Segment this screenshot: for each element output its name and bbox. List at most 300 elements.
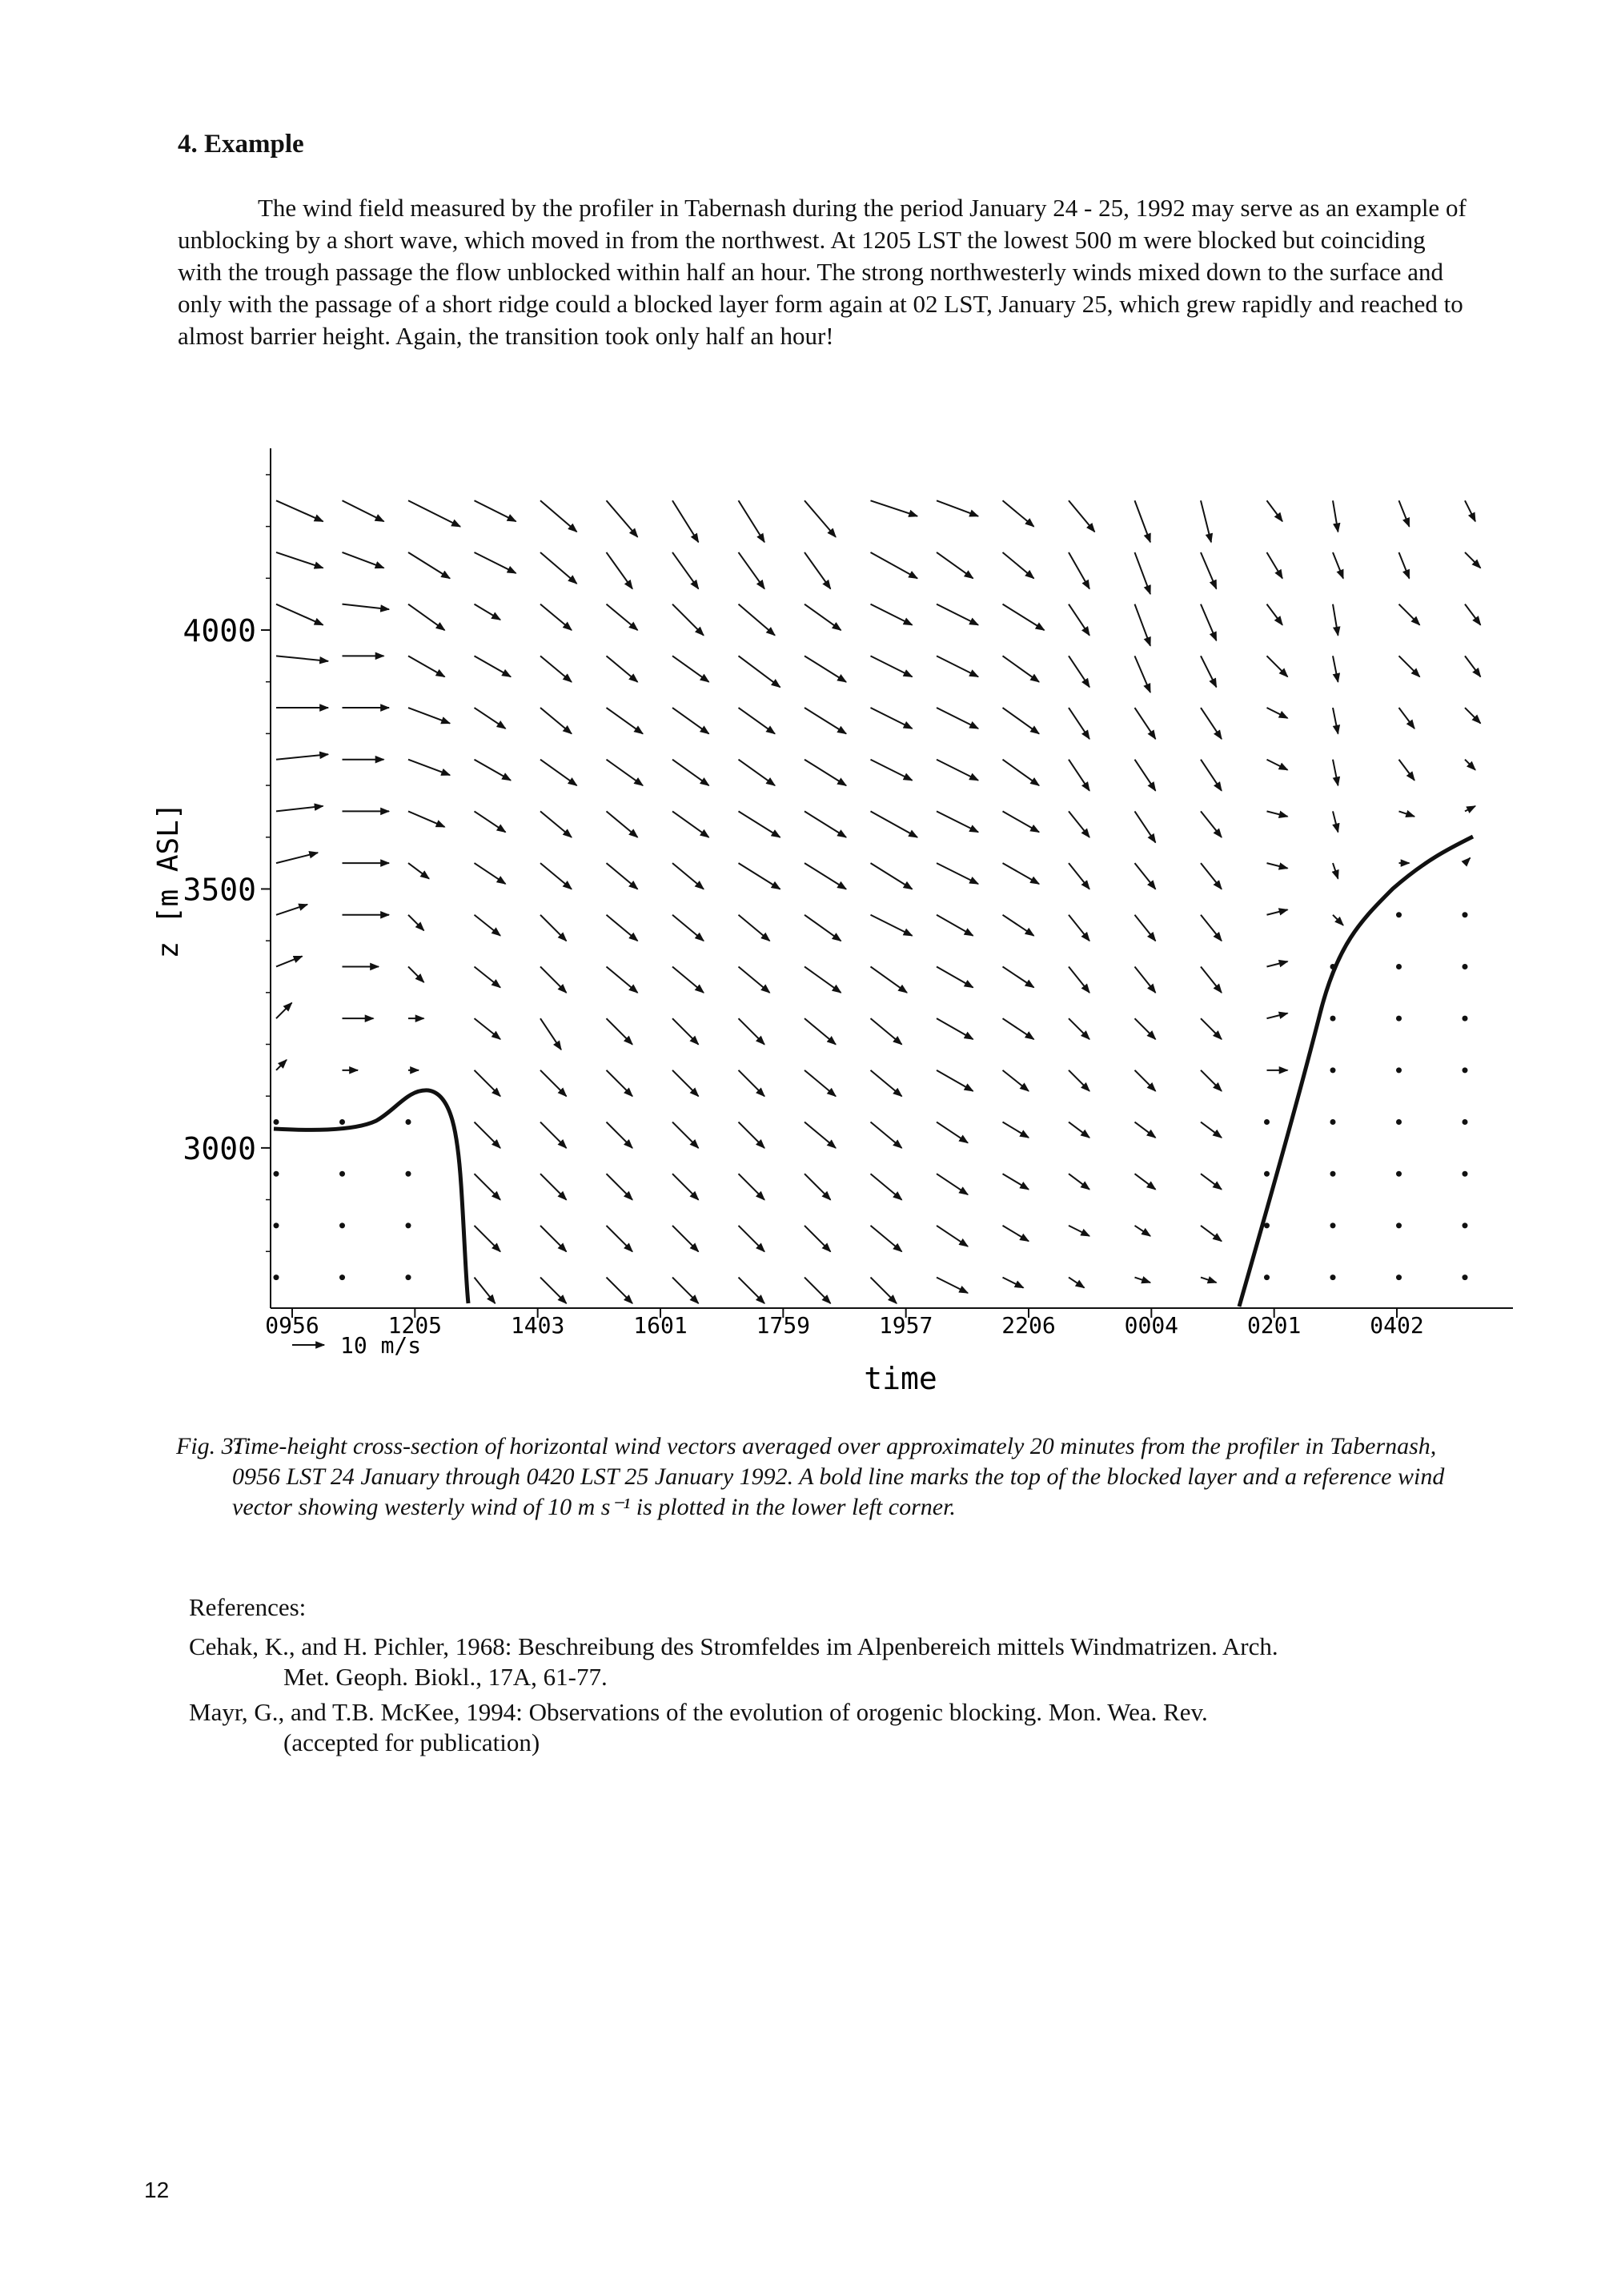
wind-vector (1069, 1174, 1089, 1190)
wind-vector (1465, 760, 1475, 770)
blocked-layer-top-line-early (274, 1090, 468, 1303)
wind-vector (672, 1174, 699, 1200)
wind-vector (739, 863, 780, 889)
wind-vector (1069, 760, 1089, 791)
wind-vector (739, 708, 776, 734)
wind-vector (408, 760, 450, 776)
wind-vector (1201, 760, 1222, 791)
wind-vector (607, 915, 638, 941)
x-axis-label: time (864, 1361, 937, 1396)
wind-vector (408, 966, 424, 982)
figure-label: Fig. 3: (176, 1433, 242, 1459)
wind-vector (607, 604, 638, 631)
wind-vector (1399, 552, 1410, 579)
wind-vector (1069, 1278, 1085, 1288)
calm-wind-marker (339, 1222, 345, 1228)
wind-vector (1399, 604, 1420, 625)
calm-wind-marker (339, 1274, 345, 1280)
wind-vector (805, 1122, 836, 1149)
wind-vector (871, 863, 913, 889)
calm-wind-marker (1396, 1016, 1402, 1022)
wind-vector (805, 863, 846, 889)
calm-wind-marker (339, 1119, 345, 1125)
x-tick-label: 1205 (387, 1312, 443, 1339)
wind-vector (540, 1018, 561, 1050)
calm-wind-marker (1396, 1171, 1402, 1177)
wind-vector (1135, 966, 1156, 993)
calm-wind-marker (406, 1119, 411, 1125)
wind-vector (672, 915, 704, 941)
wind-vector (540, 1174, 567, 1200)
wind-vector (672, 708, 709, 734)
wind-vector (1135, 708, 1156, 739)
wind-vector (475, 915, 501, 936)
wind-vector (343, 552, 384, 568)
y-tick-marks (183, 475, 271, 1251)
wind-vector (1003, 915, 1034, 936)
calm-wind-marker (406, 1171, 411, 1177)
wind-vector (607, 500, 638, 537)
wind-vector (1333, 915, 1343, 925)
wind-vector (1267, 909, 1288, 915)
wind-vector (1069, 966, 1089, 993)
figure-caption: Time-height cross-section of horizontal wind vectors averaged over approximately 20 minutes from the profiler in Tabernash, 0956 LST 24 January through 0420 LST 25 January 1992. A bold line marks the top of the blocked layer and a reference wind vector showing westerly wind of 10 m s⁻¹ is plotted in the lower left corner. (232, 1433, 1445, 1520)
calm-wind-marker (1396, 964, 1402, 969)
wind-vector (805, 966, 841, 993)
wind-vector (540, 1070, 567, 1097)
wind-vector (276, 500, 323, 521)
wind-vector (1267, 863, 1288, 869)
wind-vector (672, 966, 704, 993)
wind-vector (1135, 552, 1151, 594)
wind-vector (805, 1226, 831, 1252)
wind-vector (1333, 552, 1343, 579)
wind-vector (1069, 863, 1089, 889)
wind-vector (1135, 1226, 1151, 1236)
body-paragraph: The wind field measured by the profiler in Tabernash during the period January 24 - 25, 1992 may serve as an example of unblocking by a short wave, which moved in from the northwest. At 1205 LST the lowest 500 m were blocked but coinciding with the trough passage the flow unblocked within half an hour. The strong northwesterly winds mixed down to the surface and only with the passage of a short ridge could a blocked layer form again at 02 LST, January 25, which grew rapidly and reached to almost barrier height. Again, the transition took only half an hour! (178, 194, 1467, 350)
wind-vector (1333, 760, 1338, 786)
wind-vector (937, 1174, 968, 1194)
wind-vector (1003, 760, 1040, 786)
wind-vector (937, 1122, 968, 1143)
wind-vector (1201, 1174, 1222, 1190)
wind-vector (475, 1018, 501, 1039)
wind-vector (408, 604, 445, 631)
calm-wind-marker (406, 1274, 411, 1280)
calm-wind-marker (274, 1171, 279, 1177)
wind-vector (1399, 760, 1415, 781)
wind-vector (739, 1018, 765, 1045)
reference-item-2 (189, 1697, 1470, 1758)
wind-vector (1135, 915, 1156, 941)
wind-vector (607, 1278, 633, 1304)
reference-line: Cehak, K., and H. Pichler, 1968: Beschreibung des Stromfeldes im Alpenbereich mittels Windmatrizen. Arch. (189, 1632, 1278, 1660)
wind-vector (1465, 552, 1481, 568)
wind-vector (475, 1226, 501, 1252)
wind-vector (672, 1018, 699, 1045)
wind-vector (805, 1174, 831, 1200)
wind-vector (1003, 500, 1034, 527)
wind-vector (739, 1278, 765, 1304)
wind-vector (1465, 656, 1481, 676)
wind-vector (937, 604, 978, 625)
wind-vector (1069, 708, 1089, 739)
wind-vector (937, 552, 973, 579)
wind-vector (1267, 656, 1288, 676)
wind-vector (805, 656, 846, 682)
wind-vector (1069, 552, 1089, 589)
calm-wind-marker (1463, 1171, 1468, 1177)
wind-vector (1003, 1278, 1024, 1288)
wind-vector (343, 500, 384, 521)
wind-vector (1201, 1070, 1222, 1091)
wind-vector (1201, 604, 1217, 641)
wind-vector (1267, 961, 1288, 967)
wind-vector (475, 760, 512, 781)
wind-vector (540, 708, 572, 734)
wind-vector (1003, 1174, 1029, 1190)
x-tick-label: 1957 (878, 1312, 933, 1339)
wind-vector (672, 760, 709, 786)
wind-vector (805, 1070, 836, 1097)
calm-wind-marker (1330, 1274, 1336, 1280)
wind-vector (672, 1070, 699, 1097)
wind-vector (871, 915, 913, 936)
reference-vector-label: 10 m/s (340, 1332, 422, 1359)
wind-vector (540, 760, 577, 786)
wind-vector (540, 1122, 567, 1149)
wind-vector (1003, 863, 1040, 884)
wind-vector (1003, 656, 1040, 682)
wind-vector (1465, 806, 1475, 812)
wind-vector (1333, 863, 1338, 879)
calm-wind-marker (1396, 1067, 1402, 1073)
wind-vector (607, 966, 638, 993)
wind-vector (607, 760, 644, 786)
figure-caption-block (176, 1431, 1465, 1523)
wind-vector (540, 604, 572, 631)
wind-vector (871, 811, 918, 837)
calm-wind-marker (1463, 1016, 1468, 1022)
calm-wind-marker (1264, 1171, 1270, 1177)
wind-vector (937, 1278, 968, 1294)
wind-vector (540, 656, 572, 682)
calm-wind-marker (1463, 1119, 1468, 1125)
wind-vector (1333, 604, 1338, 636)
reference-item-1 (189, 1632, 1470, 1692)
wind-vector (276, 905, 307, 915)
wind-vector (937, 1018, 973, 1039)
wind-vector (475, 1174, 501, 1200)
wind-vector (1267, 1014, 1288, 1019)
wind-vector (408, 552, 450, 579)
wind-vector (408, 708, 450, 724)
wind-vector (1003, 1070, 1029, 1091)
wind-vector (672, 1226, 699, 1252)
wind-vector (1003, 1018, 1034, 1039)
calm-wind-marker (1264, 1119, 1270, 1125)
wind-vector (475, 1278, 496, 1304)
wind-vector (475, 500, 516, 521)
wind-vector (408, 915, 424, 931)
wind-vector (1333, 500, 1338, 532)
wind-vector (276, 656, 328, 661)
wind-vector (1069, 500, 1095, 532)
wind-vector (739, 656, 780, 687)
y-axis-label: z [m ASL] (152, 802, 185, 959)
wind-vector (937, 811, 978, 832)
wind-vector (607, 656, 638, 682)
wind-vector (607, 1070, 633, 1097)
wind-vector (276, 1003, 292, 1019)
calm-wind-marker (1463, 964, 1468, 969)
wind-vector (805, 708, 846, 734)
wind-vector (540, 1278, 567, 1304)
y-tick-label: 3500 (183, 872, 256, 908)
wind-vector (1003, 966, 1034, 987)
wind-vector (1135, 1122, 1156, 1138)
wind-vector (475, 966, 501, 987)
wind-vector (1135, 1018, 1156, 1039)
wind-vector (607, 1018, 633, 1045)
wind-vector (540, 1226, 567, 1252)
wind-vector (475, 604, 501, 620)
wind-vector (276, 806, 323, 812)
wind-vector (937, 1070, 973, 1091)
wind-vector (1201, 1018, 1222, 1039)
wind-vector (1399, 811, 1415, 817)
wind-vector (1201, 1226, 1222, 1242)
wind-vector (1069, 1070, 1089, 1091)
wind-vector (871, 604, 913, 625)
wind-vector (475, 552, 516, 573)
wind-vector (871, 552, 918, 579)
calm-wind-marker (1463, 1222, 1468, 1228)
wind-vector (1465, 604, 1481, 625)
wind-vector (1135, 760, 1156, 791)
wind-vector (672, 1122, 699, 1149)
calm-wind-marker (339, 1171, 345, 1177)
wind-vector (1333, 811, 1338, 832)
reference-line: Mayr, G., and T.B. McKee, 1994: Observations of the evolution of orogenic blocking. Mon. Wea. Rev. (189, 1698, 1208, 1726)
wind-vector (475, 708, 506, 729)
wind-vector (475, 811, 506, 832)
wind-vector (1201, 1122, 1222, 1138)
wind-vector (1135, 1070, 1156, 1091)
reference-continuation: Met. Geoph. Biokl., 17A, 61-77. (283, 1663, 608, 1691)
wind-vector (672, 604, 704, 636)
wind-vector (937, 966, 973, 987)
wind-vector (1267, 604, 1283, 625)
wind-vector (1267, 811, 1288, 817)
calm-wind-marker (406, 1222, 411, 1228)
wind-vector (408, 500, 460, 527)
wind-vector (276, 1060, 287, 1070)
wind-vector (607, 708, 644, 734)
x-tick-label: 1601 (633, 1312, 688, 1339)
wind-vector (540, 552, 577, 584)
wind-vector (1135, 656, 1151, 692)
calm-wind-marker (1396, 1222, 1402, 1228)
blocked-layer-top-line-late (1239, 837, 1473, 1307)
wind-vector (1135, 811, 1156, 842)
x-tick-label: 0004 (1124, 1312, 1179, 1339)
wind-vector (739, 604, 776, 636)
wind-vectors (274, 500, 1481, 1303)
wind-vector (805, 811, 846, 837)
calm-wind-marker (1330, 1222, 1336, 1228)
wind-vector (805, 760, 846, 786)
wind-vector (672, 1278, 699, 1304)
wind-vector (1201, 500, 1211, 542)
wind-vector (1135, 1278, 1151, 1283)
calm-wind-marker (1330, 1119, 1336, 1125)
wind-vector (1003, 811, 1040, 832)
wind-vector (607, 811, 638, 837)
x-tick-label: 1403 (510, 1312, 565, 1339)
wind-vector (672, 500, 699, 542)
wind-vector (276, 604, 323, 625)
wind-vector (1201, 863, 1222, 889)
calm-wind-marker (1264, 1274, 1270, 1280)
wind-vector (1267, 500, 1283, 521)
wind-vector (607, 863, 638, 889)
calm-wind-marker (1330, 1067, 1336, 1073)
wind-vector (1465, 858, 1471, 864)
wind-vector (937, 656, 978, 676)
wind-vector (1135, 1174, 1156, 1190)
wind-vector (1003, 1226, 1029, 1242)
wind-vector (1267, 760, 1288, 770)
calm-wind-marker (1396, 1274, 1402, 1280)
wind-vector (871, 966, 908, 993)
calm-wind-marker (1463, 1067, 1468, 1073)
wind-vector (1135, 500, 1151, 542)
y-tick-label: 3000 (183, 1130, 256, 1166)
wind-vector (871, 656, 913, 676)
wind-vector (1069, 811, 1089, 837)
wind-vector (672, 656, 709, 682)
wind-vector (739, 1174, 765, 1200)
wind-vector (672, 863, 704, 889)
wind-vector (937, 1226, 968, 1246)
wind-vector (1267, 708, 1288, 718)
wind-vector (1465, 708, 1481, 724)
wind-vector (739, 1070, 765, 1097)
wind-vector (871, 708, 913, 729)
wind-vector (1333, 656, 1338, 682)
wind-vector (739, 760, 776, 786)
wind-vector (276, 853, 318, 863)
wind-vector (408, 811, 445, 827)
calm-wind-marker (1463, 912, 1468, 917)
wind-vector (540, 915, 567, 941)
wind-vector (1069, 1018, 1089, 1039)
wind-vector (276, 754, 328, 760)
wind-vector (937, 760, 978, 781)
wind-vector (871, 760, 913, 781)
section-heading: 4. Example (178, 130, 304, 159)
wind-vector (1069, 604, 1089, 636)
wind-vector (1003, 552, 1034, 579)
wind-vector (607, 1226, 633, 1252)
wind-vector (475, 1070, 501, 1097)
wind-vector (871, 1122, 902, 1149)
wind-vector (475, 656, 512, 676)
wind-vector (276, 552, 323, 568)
wind-vector (540, 966, 567, 993)
x-tick-label: 0956 (265, 1312, 319, 1339)
wind-vector (1201, 656, 1217, 687)
x-tick-label: 0201 (1246, 1312, 1302, 1339)
wind-vector (937, 915, 973, 936)
calm-wind-marker (1330, 1016, 1336, 1022)
wind-vector (937, 863, 978, 884)
wind-vector (408, 656, 445, 676)
x-tick-label: 1759 (756, 1312, 811, 1339)
wind-vector (1201, 1278, 1217, 1283)
y-tick-label: 4000 (183, 613, 256, 648)
references-heading: References: (189, 1593, 307, 1621)
wind-vector (871, 1018, 902, 1045)
wind-vector (871, 1070, 902, 1097)
wind-vector (739, 915, 770, 941)
x-tick-label: 2206 (1001, 1312, 1056, 1339)
wind-vector (408, 863, 429, 879)
calm-wind-marker (274, 1222, 279, 1228)
wind-vector (739, 811, 780, 837)
wind-vector (805, 1018, 836, 1045)
wind-vector (1267, 552, 1283, 579)
wind-vector (805, 552, 831, 589)
page-number: 12 (144, 2178, 170, 2202)
wind-vector (475, 863, 506, 884)
wind-vector (1465, 500, 1475, 521)
wind-vector (739, 1226, 765, 1252)
wind-vector (1399, 656, 1420, 676)
calm-wind-marker (1264, 1222, 1270, 1228)
wind-vector (871, 1174, 902, 1200)
wind-vector (805, 500, 836, 537)
wind-vector (1003, 604, 1045, 631)
wind-vector (1135, 604, 1151, 646)
wind-vector (1201, 966, 1222, 993)
wind-vector (937, 500, 978, 516)
wind-vector (871, 500, 918, 516)
calm-wind-marker (1330, 1171, 1336, 1177)
wind-vector (1069, 915, 1089, 941)
wind-vector (1201, 915, 1222, 941)
wind-vector (475, 1122, 501, 1149)
wind-vector (1399, 708, 1415, 729)
calm-wind-marker (1396, 912, 1402, 917)
wind-vector (871, 1226, 902, 1252)
wind-vector (672, 552, 699, 589)
wind-vector (1069, 1226, 1089, 1236)
x-tick-marks (265, 1308, 1423, 1339)
wind-vector (739, 966, 770, 993)
wind-vector (1201, 708, 1222, 739)
wind-vector (540, 863, 572, 889)
wind-vector (1069, 1122, 1089, 1138)
wind-vector (540, 811, 572, 837)
wind-vector (1069, 656, 1089, 687)
wind-vector (1135, 863, 1156, 889)
wind-vector (805, 915, 841, 941)
wind-vector (607, 1122, 633, 1149)
wind-vector (672, 811, 709, 837)
calm-wind-marker (1463, 1274, 1468, 1280)
